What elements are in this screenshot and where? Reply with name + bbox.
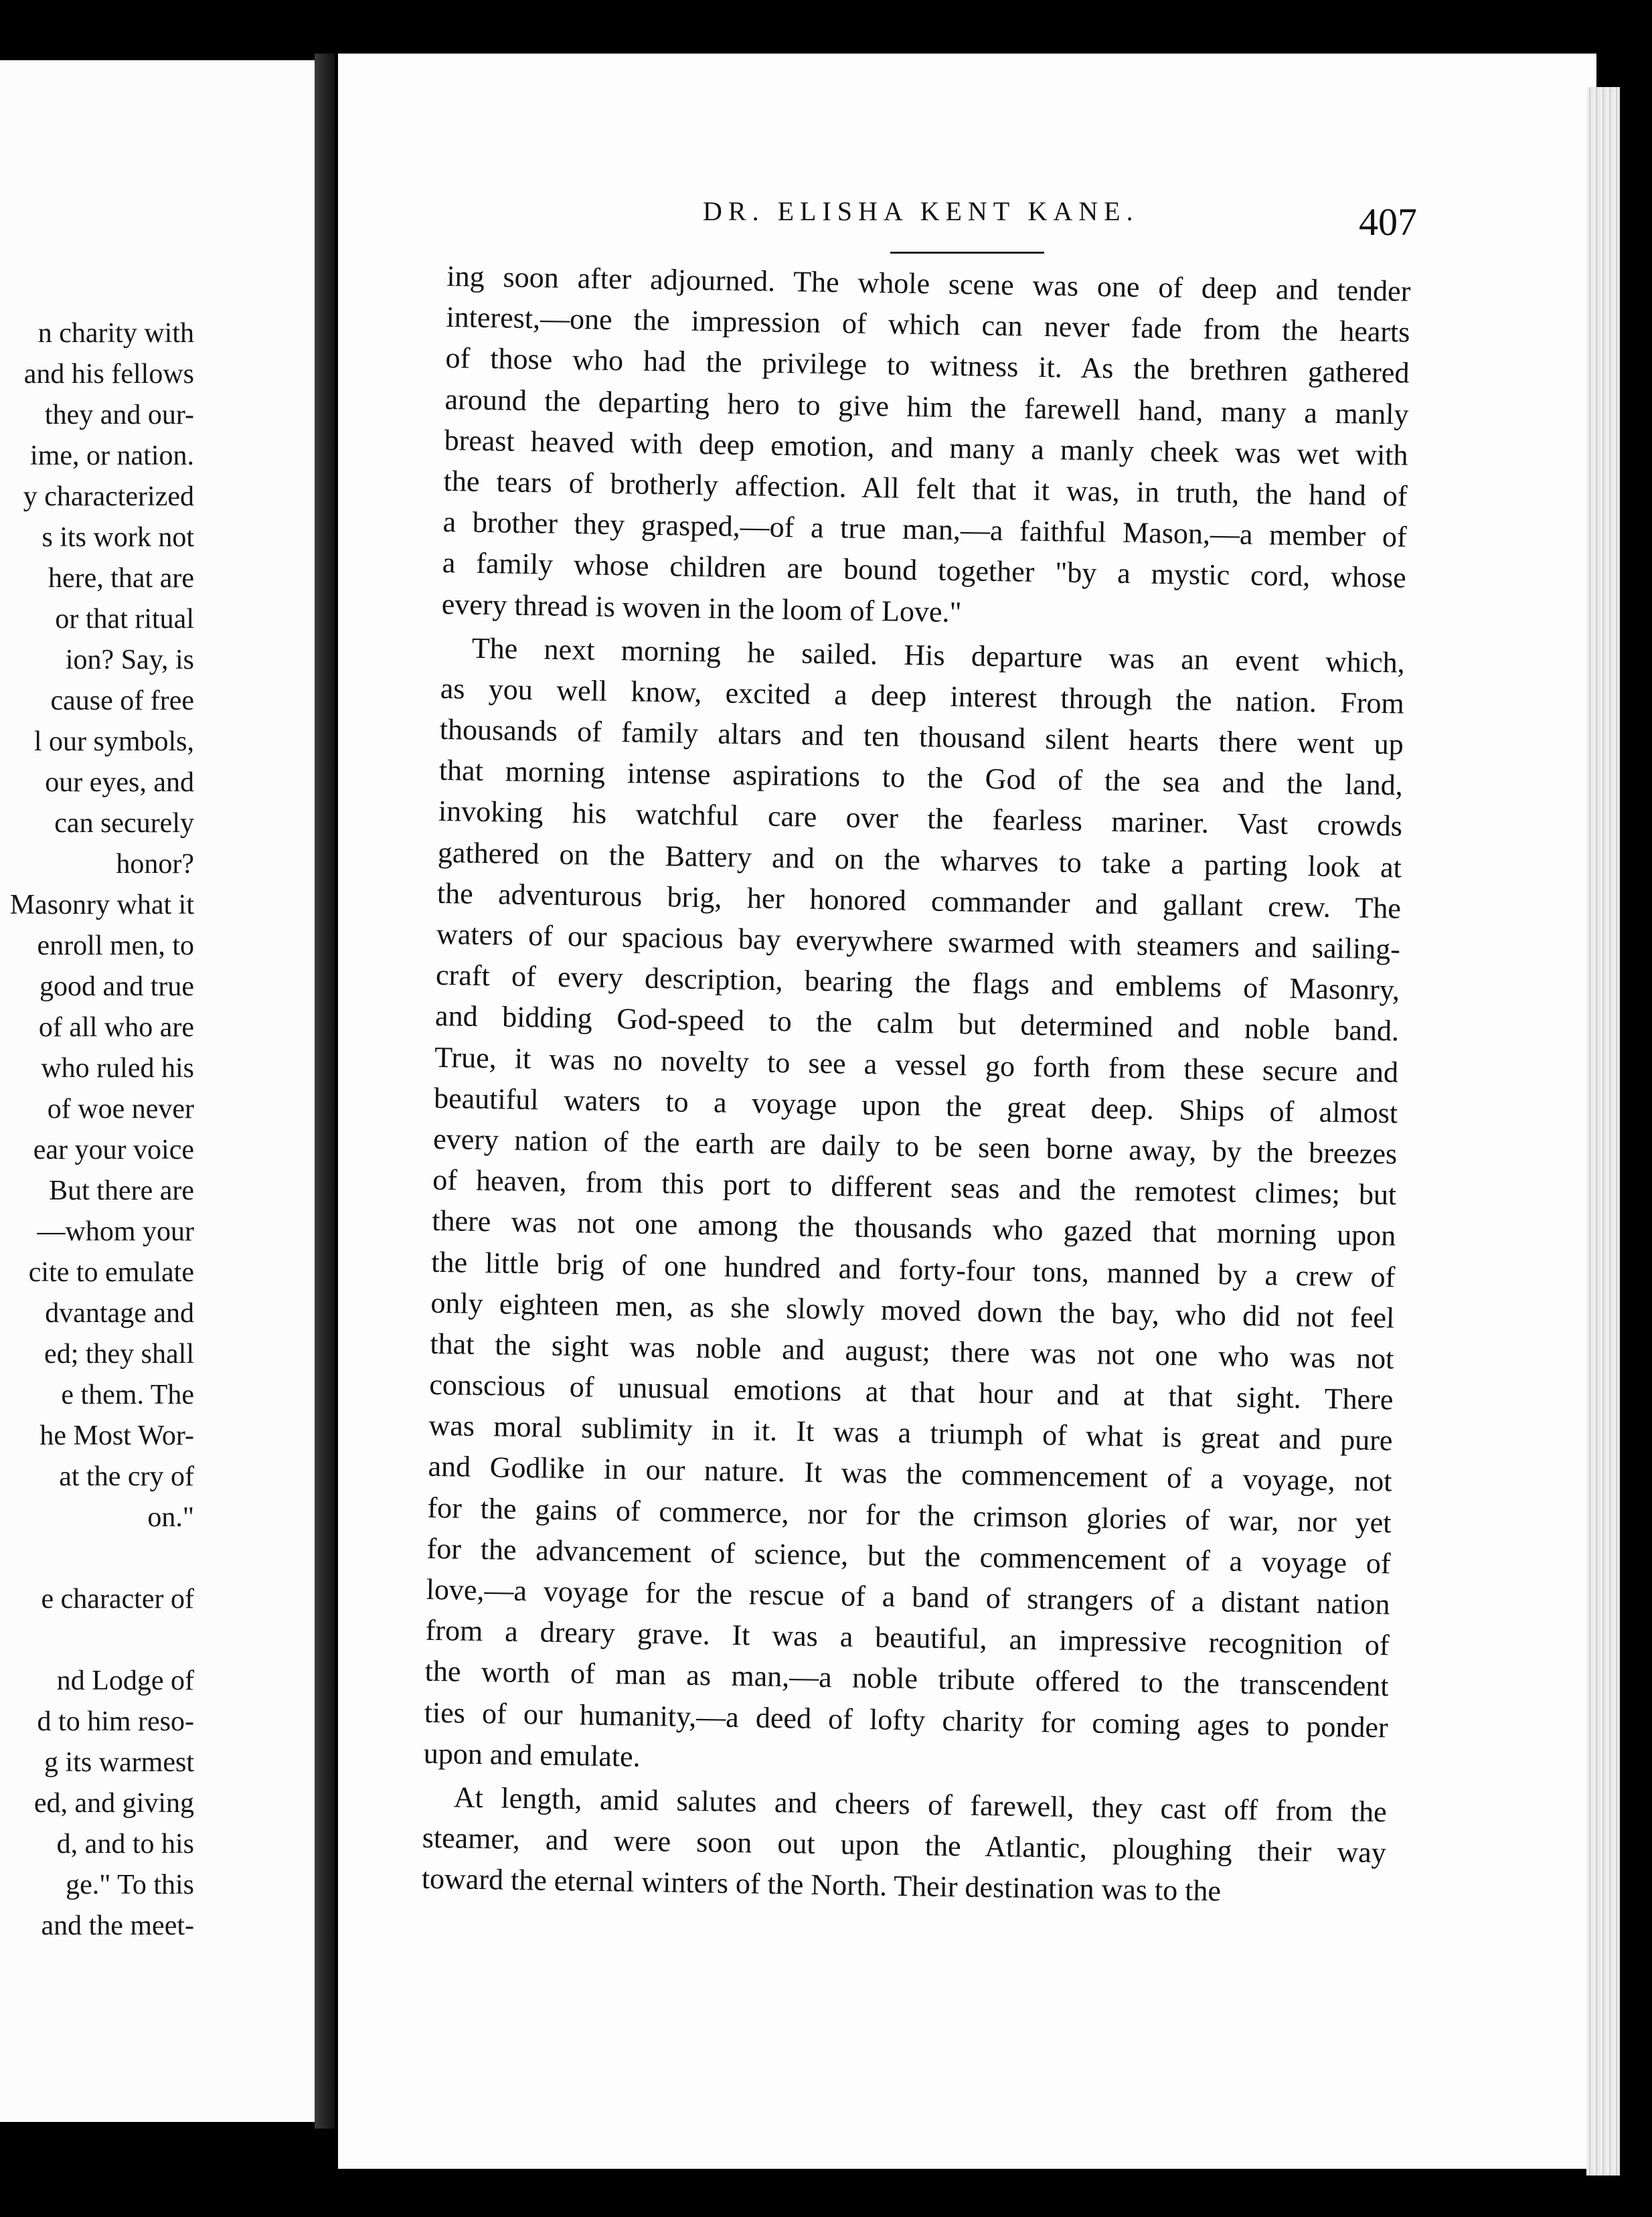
text-line: from a dreary grave. It was a beautiful, an impressive recognition of (425, 1613, 1390, 1662)
text-line: around the departing hero to give him the farewell hand, many a manly (444, 382, 1409, 431)
facing-page-line: e character of (41, 1584, 194, 1615)
facing-page-line: e them. The (61, 1380, 194, 1410)
paragraph (441, 256, 1410, 639)
facing-page-line: ge." To this (66, 1870, 194, 1900)
facing-page-left (0, 60, 315, 2122)
facing-page-line: who ruled his (41, 1053, 194, 1084)
facing-page-line: of all who are (38, 1012, 194, 1043)
header-rule (890, 252, 1044, 254)
facing-page-line: of woe never (47, 1094, 194, 1125)
facing-page-line: ear your voice (33, 1135, 194, 1165)
text-line: as you well know, excited a deep interest through the nation. From (440, 671, 1405, 720)
text-line: for the gains of commerce, nor for the crimson glories of war, nor yet (427, 1491, 1392, 1540)
facing-page-line: y characterized (23, 481, 194, 512)
facing-page-line: cause of free (50, 685, 194, 716)
text-line: thousands of family altars and ten thousand silent hearts there went up (439, 712, 1404, 761)
text-line: that the sight was noble and august; there was not one who was not (430, 1327, 1394, 1376)
text-line: beautiful waters to a voyage upon the great deep. Ships of almost (433, 1081, 1398, 1130)
running-title: DR. ELISHA KENT KANE. (703, 196, 1139, 226)
facing-page-line: on." (147, 1502, 194, 1533)
facing-page-line (0, 1538, 194, 1579)
text-line: only eighteen men, as she slowly moved down the bay, who did not feel (430, 1286, 1395, 1335)
text-line: of heaven, from this port to different seas and the remotest climes; but (432, 1163, 1397, 1212)
facing-page-line (0, 1620, 194, 1661)
book-gutter (315, 54, 335, 2129)
facing-page-line: cite to emulate (28, 1257, 194, 1288)
page-number: 407 (1359, 200, 1417, 244)
facing-page-line: ime, or nation. (30, 440, 194, 471)
facing-page-line: l our symbols, (33, 726, 194, 757)
text-line: upon and emulate. (423, 1736, 641, 1773)
text-line: The next morning he sailed. His departure was an event which, (471, 631, 1406, 679)
facing-page-line: or that ritual (55, 604, 194, 635)
facing-page-line: —whom your (37, 1216, 194, 1247)
text-line: that morning intense aspirations to the God of the sea and the land, (438, 754, 1404, 802)
text-line: the worth of man as man,—a noble tribute offered to the transcendent (424, 1655, 1389, 1703)
facing-page-line: good and true (39, 971, 194, 1002)
text-line: the tears of brotherly affection. All felt that it was, in truth, the hand of (443, 464, 1408, 513)
text-line: True, it was no novelty to see a vessel go forth from these secure and (434, 1040, 1399, 1089)
text-line: interest,—one the impression of which can never fade from the hearts (446, 301, 1410, 349)
text-line: gathered on the Battery and on the wharves to take a parting look at (437, 835, 1402, 884)
facing-page-line: ion? Say, is (65, 645, 194, 675)
facing-page-text (0, 313, 194, 1947)
text-line: At length, amid salutes and cheers of farewell, they cast off from the (453, 1781, 1388, 1829)
body-text (421, 256, 1410, 1914)
paragraph (423, 627, 1405, 1789)
text-line: there was not one among the thousands who gazed that morning upon (431, 1204, 1396, 1252)
facing-page-line: and his fellows (23, 359, 194, 390)
facing-page-line: he Most Wor- (39, 1420, 194, 1451)
facing-page-line: d to him reso- (37, 1706, 194, 1737)
facing-page-line: dvantage and (45, 1298, 194, 1329)
text-line: waters of our spacious bay everywhere swarmed with steamers and sailing- (436, 917, 1401, 966)
text-line: conscious of unusual emotions at that hour and at that sight. There (429, 1368, 1394, 1416)
text-line: for the advancement of science, but the commencement of a voyage of (426, 1532, 1391, 1580)
facing-page-line: n charity with (37, 318, 194, 349)
text-line: every nation of the earth are daily to be seen borne away, by the breezes (432, 1122, 1398, 1171)
facing-page-line: ed, and giving (33, 1788, 194, 1819)
facing-page-line: and the meet- (41, 1910, 194, 1941)
facing-page-line: Masonry what it (9, 890, 194, 920)
text-line: a brother they grasped,—of a true man,—a faithful Mason,—a member of (442, 505, 1407, 554)
facing-page-line: d, and to his (56, 1829, 194, 1860)
text-line: the little brig of one hundred and forty-four tons, manned by a crew of (431, 1245, 1396, 1293)
text-line: was moral sublimity in it. It was a triumph of what is great and pure (428, 1409, 1393, 1457)
facing-page-line: enroll men, to (37, 930, 194, 961)
facing-page-line: g its warmest (44, 1747, 194, 1778)
text-line: and bidding God-speed to the calm but determined and noble band. (434, 999, 1400, 1048)
text-line: craft of every description, bearing the flags and emblems of Masonry, (435, 959, 1400, 1007)
paragraph (421, 1777, 1387, 1914)
facing-page-line: ed; they shall (44, 1339, 194, 1370)
text-line: every thread is woven in the loom of Love." (441, 587, 962, 629)
text-line: invoking his watchful care over the fearless mariner. Vast crowds (438, 795, 1403, 843)
facing-page-line: But there are (49, 1175, 194, 1206)
text-line: a family whose children are bound together "by a mystic cord, whose (442, 546, 1407, 594)
facing-page-line: here, that are (48, 563, 194, 594)
page-edges (1586, 87, 1620, 2175)
text-line: ing soon after adjourned. The whole scene was one of deep and tender (446, 259, 1411, 308)
text-line: the adventurous brig, her honored commander and gallant crew. The (436, 876, 1402, 925)
facing-page-line: can securely (54, 808, 194, 839)
text-line: love,—a voyage for the rescue of a band of strangers of a distant nation (426, 1572, 1390, 1621)
text-line: ties of our humanity,—a deed of lofty charity for coming ages to ponder (424, 1696, 1389, 1744)
text-line: breast heaved with deep emotion, and many a manly cheek was wet with (444, 423, 1408, 472)
facing-page-line: nd Lodge of (56, 1665, 194, 1696)
text-line: of those who had the privilege to witness it. As the brethren gathered (445, 341, 1410, 390)
facing-page-line: they and our- (44, 400, 194, 430)
facing-page-line: our eyes, and (45, 767, 194, 798)
facing-page-line: s its work not (42, 522, 194, 553)
text-line: toward the eternal winters of the North. Their destination was to the (421, 1862, 1222, 1908)
facing-page-line: honor? (116, 849, 194, 880)
facing-page-line: at the cry of (59, 1461, 194, 1492)
text-line: and Godlike in our nature. It was the commencement of a voyage, not (428, 1450, 1392, 1498)
text-line: steamer, and were soon out upon the Atlantic, ploughing their way (422, 1821, 1387, 1870)
